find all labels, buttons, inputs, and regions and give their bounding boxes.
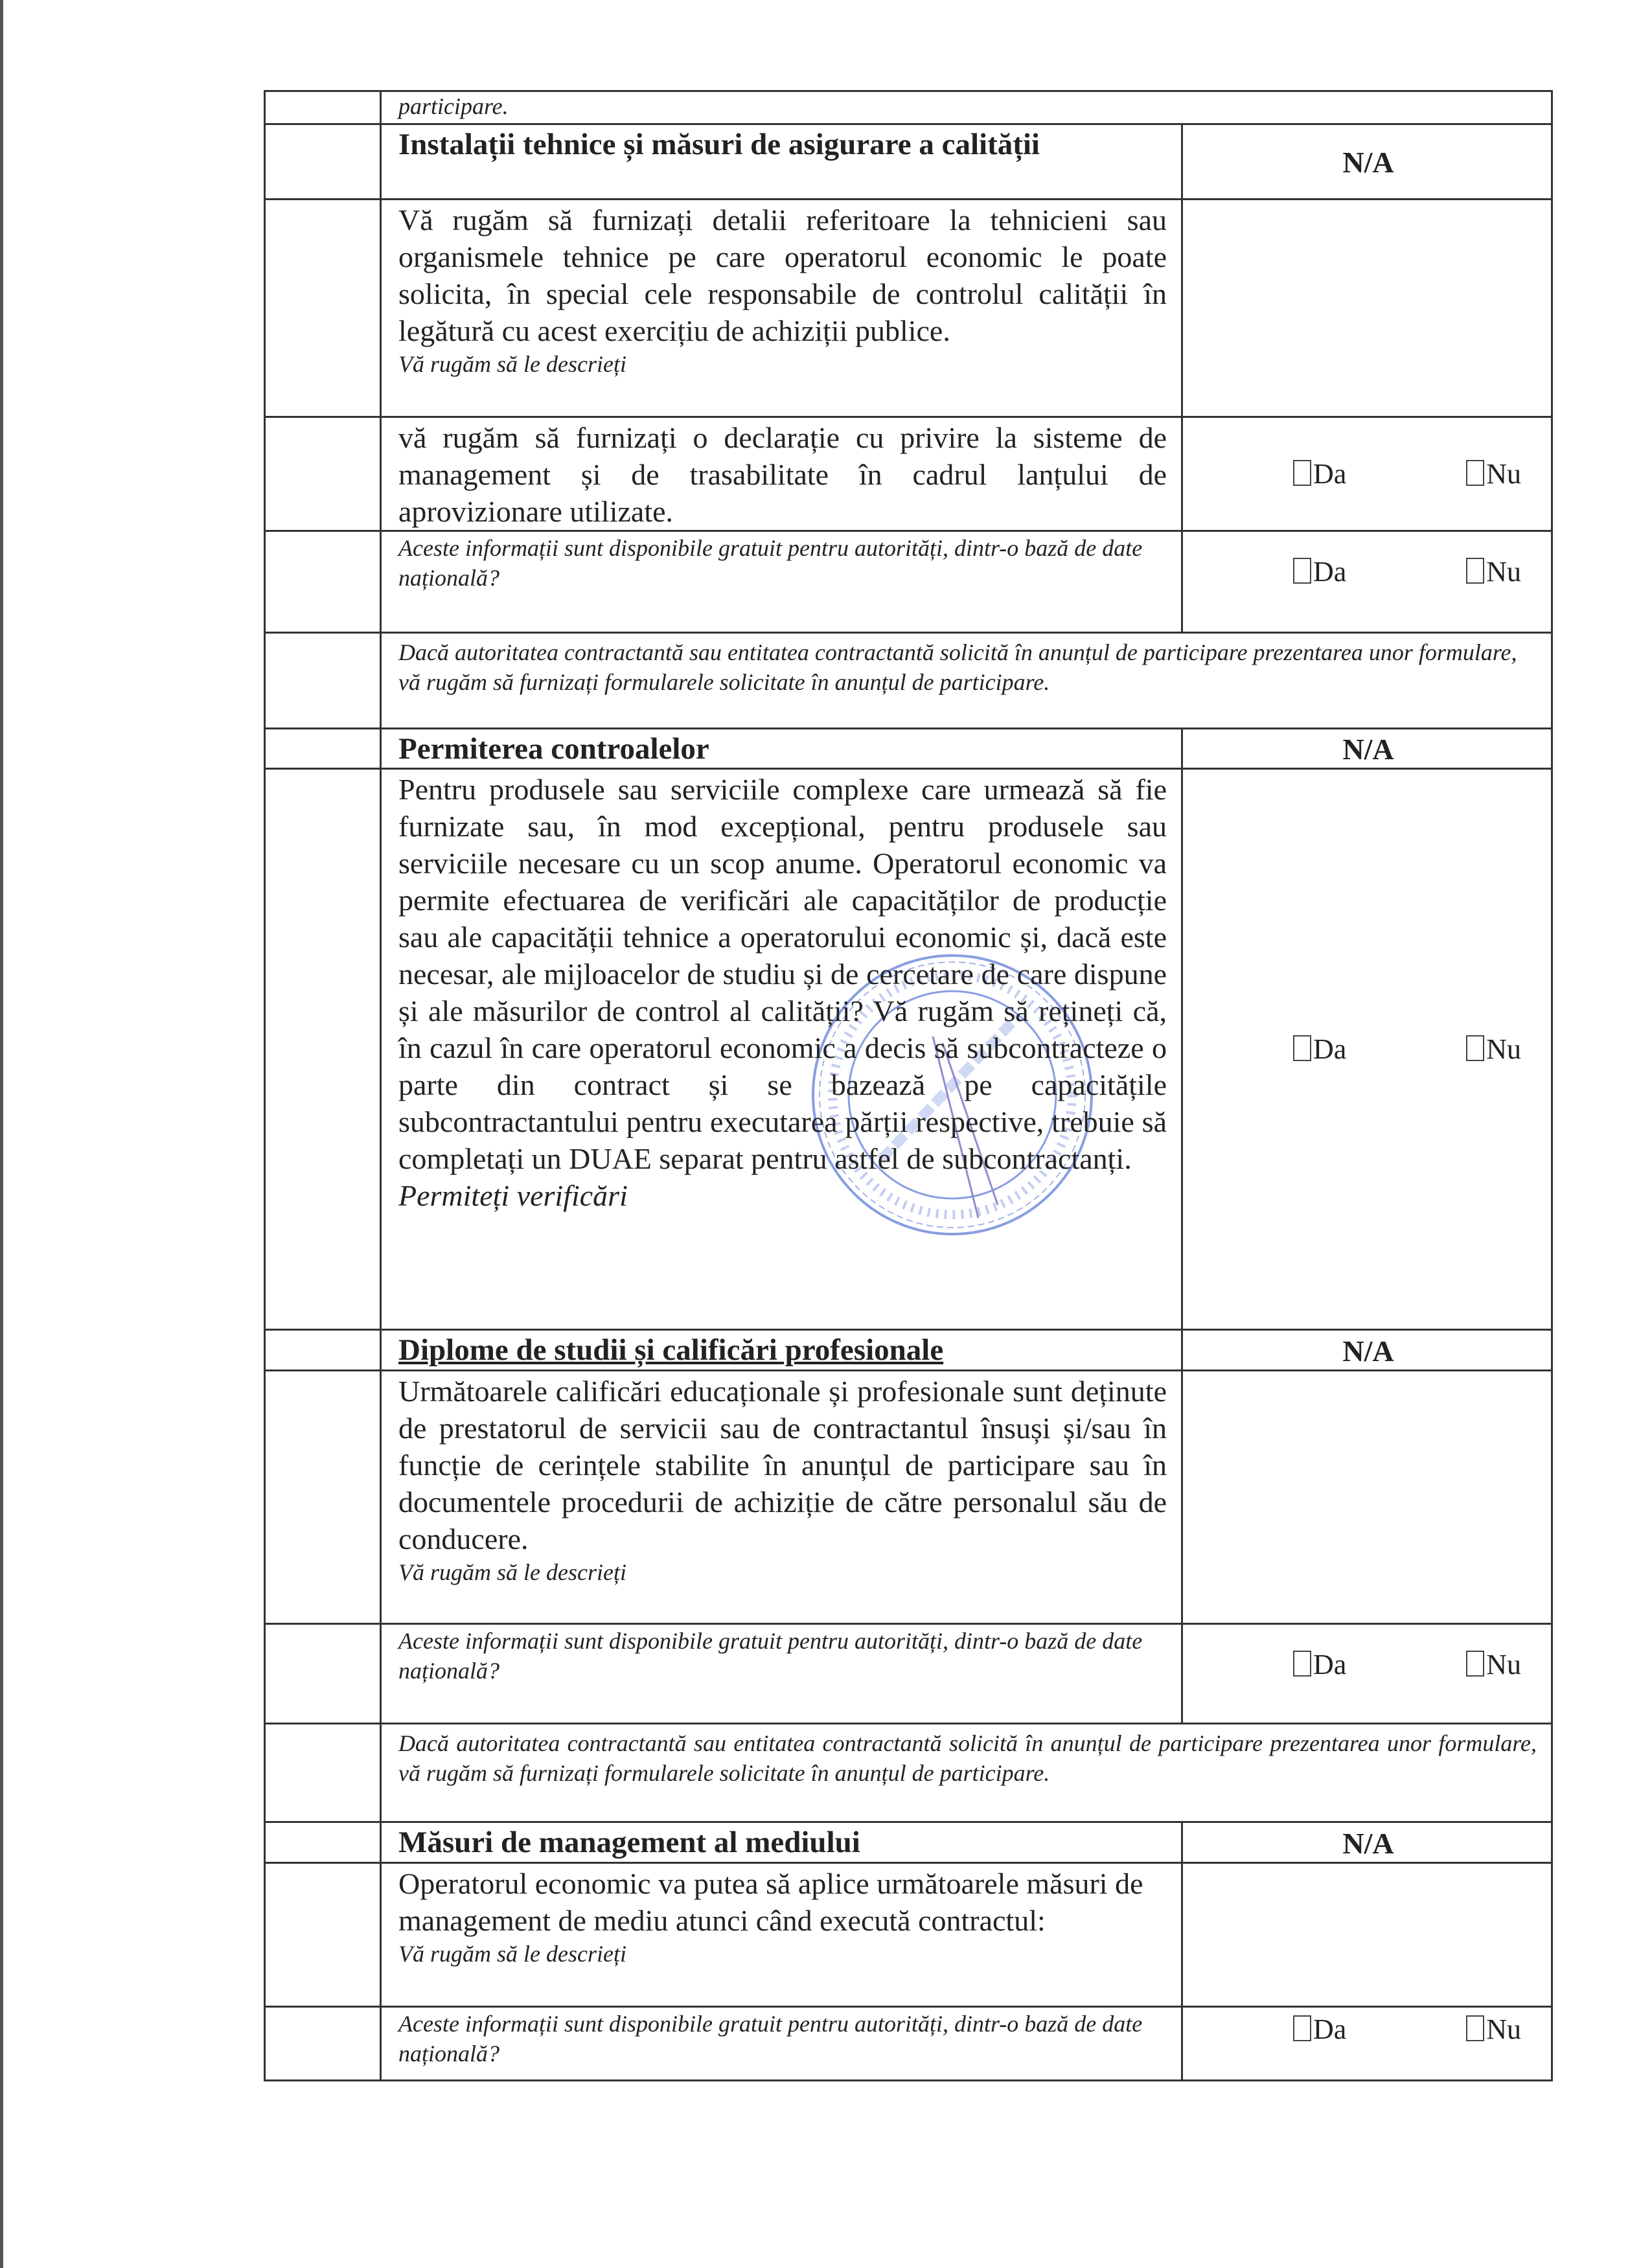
quality-description: Vă rugăm să furnizați detalii referitoare la tehnicieni sau organismele tehnice pe care operatorul economic le poate solicita, în special cele responsabile de controlul calității în legătură cu acest exercițiu de achiziții publice. Vă rugăm să le descrieți: [381, 200, 1182, 417]
section-title-controls: Permiterea controalelor: [381, 729, 1182, 769]
describe-hint: Vă rugăm să le descrieți: [398, 1559, 626, 1585]
nu-checkbox[interactable]: Nu: [1466, 1648, 1521, 1681]
describe-hint: Vă rugăm să le descrieți: [398, 1941, 626, 1967]
da-checkbox[interactable]: Da: [1293, 555, 1346, 588]
diplomas-description: Următoarele calificări educaționale și profesionale sunt deținute de prestatorul de servicii sau de contractantul însuși și/sau în funcție de cerințele stabilite în anunțul de participare sau în documentele procedurii de achiziție de către personalul său de conducere. Vă rugăm să le descrieți: [381, 1371, 1182, 1624]
na-label: N/A: [1182, 729, 1552, 769]
section-title-diplomas: Diplome de studii și calificări profesionale: [381, 1330, 1182, 1371]
answer-field[interactable]: [1182, 200, 1552, 417]
controls-description: Pentru produsele sau serviciile complexe care urmează să fie furnizate sau, în mod excepțional, pentru produsele sau serviciile necesare cu un scop anume. Operatorul economic va permite efectuarea de verificări ale capacităților de producție sau ale capacității tehnice a operatorului economic și, dacă este necesar, ale mijloacelor de studiu și de cercetare de care dispune și ale măsurilor de control al calității? Vă rugăm să rețineți că, în cazul în care operatorul economic a decis să subcontracteze o parte din contract și se bazează pe capacitățile subcontractantului pentru executarea părții respective, trebuie să completați un DUAE separat pentru astfel de subcontractanți. Permiteți verificări: [381, 769, 1182, 1330]
environment-description: Operatorul economic va putea să aplice următoarele măsuri de management de mediu atunci când execută contractul: Vă rugăm să le descrieți: [381, 1863, 1182, 2007]
da-nu-choice: [1182, 417, 1552, 531]
nu-checkbox[interactable]: Nu: [1466, 457, 1521, 490]
allow-checks-hint: Permiteți verificări: [398, 1179, 628, 1212]
da-checkbox[interactable]: Da: [1293, 1033, 1346, 1066]
database-question: Aceste informații sunt disponibile gratuit pentru autorități, dintr-o bază de date națională?: [381, 531, 1182, 633]
na-label: N/A: [1182, 1330, 1552, 1371]
describe-hint: Vă rugăm să le descrieți: [398, 351, 626, 377]
na-label: N/A: [1182, 124, 1552, 200]
duae-form-table: [264, 90, 1553, 2081]
nu-checkbox[interactable]: Nu: [1466, 555, 1521, 588]
nu-checkbox[interactable]: Nu: [1466, 2013, 1521, 2046]
section-title-environment: Măsuri de management al mediului: [381, 1822, 1182, 1863]
da-nu-choice: [1182, 531, 1552, 633]
da-nu-choice: [1182, 1624, 1552, 1724]
scan-edge: [0, 0, 3, 2268]
database-question: Aceste informații sunt disponibile gratuit pentru autorități, dintr-o bază de date națională?: [381, 1624, 1182, 1724]
traceability-question: vă rugăm să furnizați o declarație cu privire la sisteme de management și de trasabilitate în cadrul lanțului de aprovizionare utilizate.: [381, 417, 1182, 531]
answer-field[interactable]: [1182, 1863, 1552, 2007]
forms-note: Dacă autoritatea contractantă sau entitatea contractantă solicită în anunțul de participare prezentarea unor formulare, vă rugăm să furnizați formularele solicitate în anunțul de participare.: [381, 633, 1552, 729]
da-checkbox[interactable]: Da: [1293, 2013, 1346, 2046]
database-question: Aceste informații sunt disponibile gratuit pentru autorități, dintr-o bază de date națională?: [381, 2007, 1182, 2081]
da-checkbox[interactable]: Da: [1293, 1648, 1346, 1681]
answer-field[interactable]: [1182, 1371, 1552, 1624]
continuation-text: participare.: [381, 91, 1552, 124]
na-label: N/A: [1182, 1822, 1552, 1863]
forms-note: Dacă autoritatea contractantă sau entitatea contractantă solicită în anunțul de participare prezentarea unor formulare, vă rugăm să furnizați formularele solicitate în anunțul de participare.: [381, 1724, 1552, 1822]
da-checkbox[interactable]: Da: [1293, 457, 1346, 490]
da-nu-choice: [1182, 769, 1552, 1330]
nu-checkbox[interactable]: Nu: [1466, 1033, 1521, 1066]
section-title-quality: Instalații tehnice și măsuri de asigurare a calității: [381, 124, 1182, 200]
da-nu-choice: [1182, 2007, 1552, 2081]
